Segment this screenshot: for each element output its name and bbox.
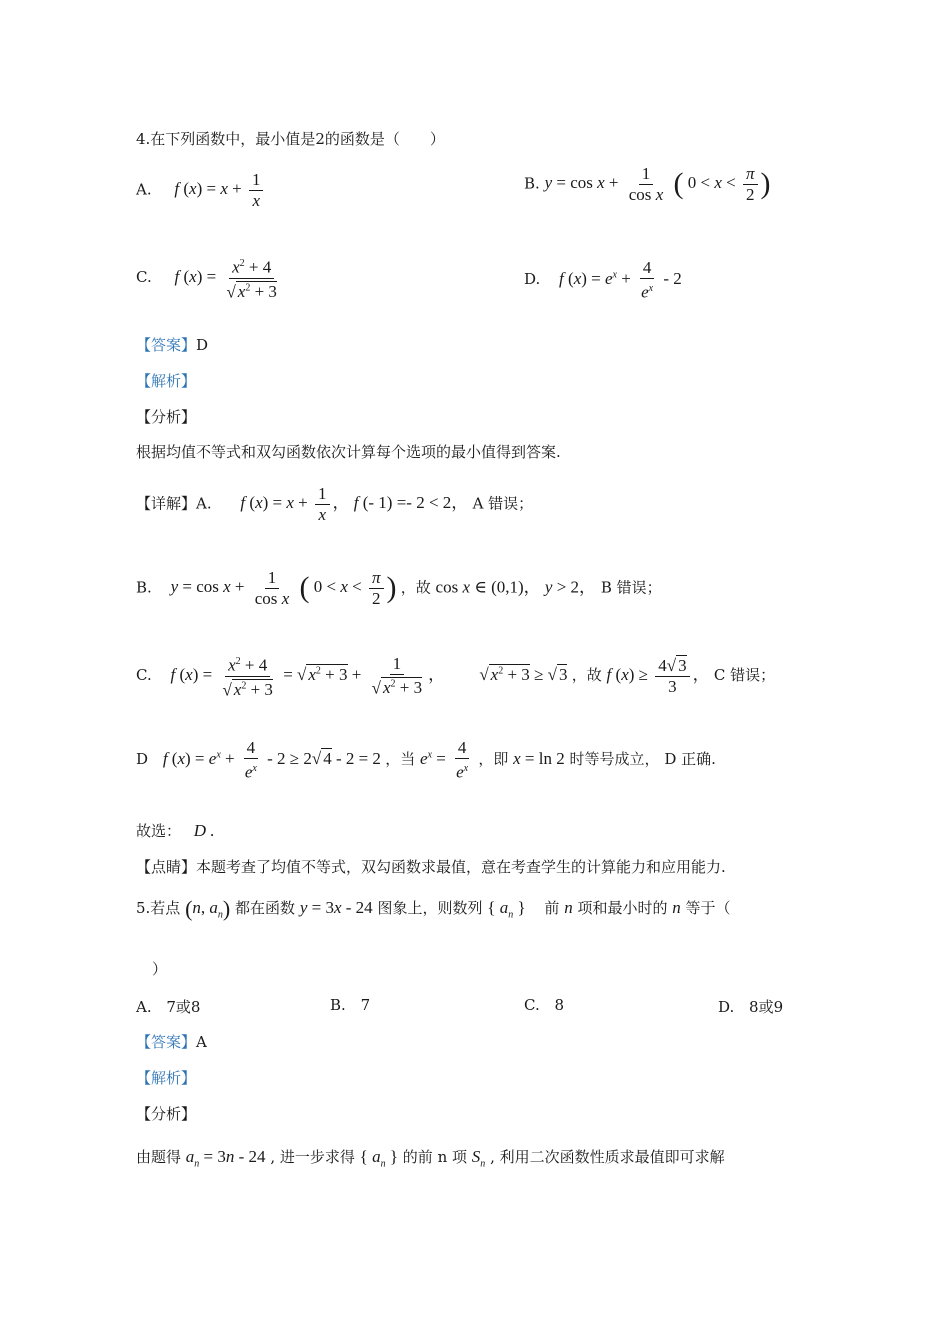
dianjing-tag: 【点睛】 [136, 858, 197, 876]
stem-part: 项和最小时的 [577, 898, 668, 917]
q5-stem-close: ） [152, 960, 168, 978]
formula: y = 3x - 24 [299, 897, 373, 917]
q4-jiexi-tag: 【解析】 [136, 372, 197, 390]
answer-value: D [196, 336, 209, 354]
formula: f (x) = $\frac{x^2 + 4}{√ x^2 + 3}$ = √ $x^2 + 3$ + $\frac{1}{√ x^2 + 3}$ ， √ $x^2 + 3$ ≥ √ 3 [170, 653, 568, 700]
option-value: 7或8 [166, 998, 201, 1016]
formula: f (x) = x + $\frac{1}{x}$ [174, 179, 266, 198]
option-label: D. [718, 998, 735, 1016]
option-label: C. [524, 996, 540, 1014]
option-label: D. [524, 270, 541, 289]
fenxi-part: , 利用二次函数性质求最值即可求解 [490, 1148, 725, 1166]
answer-value: A [196, 1033, 207, 1051]
stem-part: 前 [544, 898, 560, 917]
q4-option-b [524, 164, 771, 205]
q5-stem [136, 896, 731, 922]
formula: f (x) = x + $\frac{1}{x}$ ， f (- 1) =- 2 < 2， [240, 484, 473, 524]
q5-option-c [524, 996, 564, 1014]
fenxi-part: 由题得 [136, 1148, 182, 1166]
formula: n [564, 897, 573, 917]
q4-fenxi: 根据均值不等式和双勾函数依次计算每个选项的最小值得到答案. [136, 443, 561, 461]
q4-guxuan [136, 820, 215, 841]
detail-text: C 错误； [713, 666, 776, 685]
q4-detail-c [136, 652, 775, 700]
option-value: 7 [360, 996, 371, 1014]
formula: { $a_n$ } [359, 1147, 399, 1170]
fenxi-part: 的前 n 项 [402, 1148, 467, 1166]
option-value: 8 [554, 996, 565, 1014]
detail-label: A. [196, 494, 212, 513]
q5-answer [136, 1031, 207, 1052]
formula: f (x) = $\frac{x^2 + 4}{√ x^2 + 3}$ [175, 267, 283, 286]
fenxi-part: , 进一步求得 [270, 1148, 355, 1166]
option-label: C. [136, 268, 152, 287]
formula: (n, $a_n$) [185, 896, 231, 921]
formula: cos x ∈ (0,1)， y > 2， [435, 577, 597, 597]
detail-text: D 正确. [664, 750, 716, 769]
formula: y = cos x + $\frac{1}{\text{cos x}}$ ( 0 < x < $\frac{\pi}{2}$ ) [170, 568, 397, 608]
q4-detail-a [136, 484, 533, 525]
option-label: A. [136, 180, 152, 199]
formula: $e^x$ = $\frac{4}{e^x}$ [419, 738, 469, 782]
q4-stem: 4.在下列函数中，最小值是2的函数是（ ） [136, 130, 445, 148]
q5-fenxi [136, 1146, 725, 1169]
formula: $a_n = 3n - 24$ [185, 1147, 266, 1170]
detail-mid: ，故 [571, 666, 602, 685]
formula: f $(x) = e^x$ + $\frac{4}{e^x}$ - 2 [559, 258, 682, 302]
q5-jiexi-tag: 【解析】 [136, 1069, 197, 1087]
detail-text: B 错误； [600, 578, 662, 597]
q4-answer [136, 334, 208, 355]
answer-tag: 【答案】 [136, 336, 197, 354]
q5-option-a [136, 996, 200, 1017]
formula: x = ln 2 [513, 749, 565, 769]
formula: $S_n$ [471, 1147, 486, 1170]
q5-fenxi-tag: 【分析】 [136, 1105, 197, 1123]
q4-option-c [136, 254, 283, 302]
detail-text: A 错误； [472, 494, 534, 513]
detail-label: B. [136, 578, 152, 597]
formula: f $(x) = e^x$ + $\frac{4}{e^x}$ - 2 ≥ 2√ 4 - 2 = 2 [162, 738, 386, 782]
detail-tail: 时等号成立， [569, 750, 660, 769]
formula: n [672, 897, 681, 917]
stem-part: 都在函数 [235, 898, 296, 917]
option-label: B. [524, 174, 540, 193]
detail-label: C. [136, 666, 152, 685]
answer-tag: 【答案】 [136, 1033, 197, 1051]
option-label: B. [330, 996, 346, 1014]
guxuan-value: D . [193, 821, 215, 840]
guxuan-label: 故选： [136, 822, 182, 840]
q5-option-d [718, 996, 783, 1017]
stem-part: 5.若点 [136, 898, 181, 917]
dianjing-text: 本题考查了均值不等式，双勾函数求最值，意在考查学生的计算能力和应用能力. [196, 858, 726, 876]
q5-option-b [330, 996, 370, 1014]
formula: f (x) ≥ $\frac{4√ 3}{3}$ ， [606, 655, 714, 696]
stem-part: 图象上，则数列 [377, 898, 483, 917]
detail-tag: 【详解】 [136, 494, 197, 513]
detail-ji: ，即 [478, 750, 509, 769]
q4-option-a [136, 170, 266, 211]
option-label: A. [136, 998, 152, 1016]
detail-mid: ，故 [400, 578, 431, 597]
detail-when: ，当 [385, 750, 416, 769]
q4-dianjing [136, 856, 726, 877]
option-value: 8或9 [749, 998, 784, 1016]
q4-detail-b [136, 568, 662, 609]
q4-option-d [524, 258, 682, 303]
formula: y = cos x + $\frac{1}{\text{cos x}}$ ( 0 < x < $\frac{\pi}{2}$ ) [544, 164, 771, 204]
detail-label: D [136, 750, 149, 769]
q4-detail-d [136, 738, 716, 783]
formula: { $a_n$ } [487, 897, 526, 921]
stem-part: 等于（ [685, 898, 731, 917]
q4-fenxi-tag: 【分析】 [136, 408, 197, 426]
